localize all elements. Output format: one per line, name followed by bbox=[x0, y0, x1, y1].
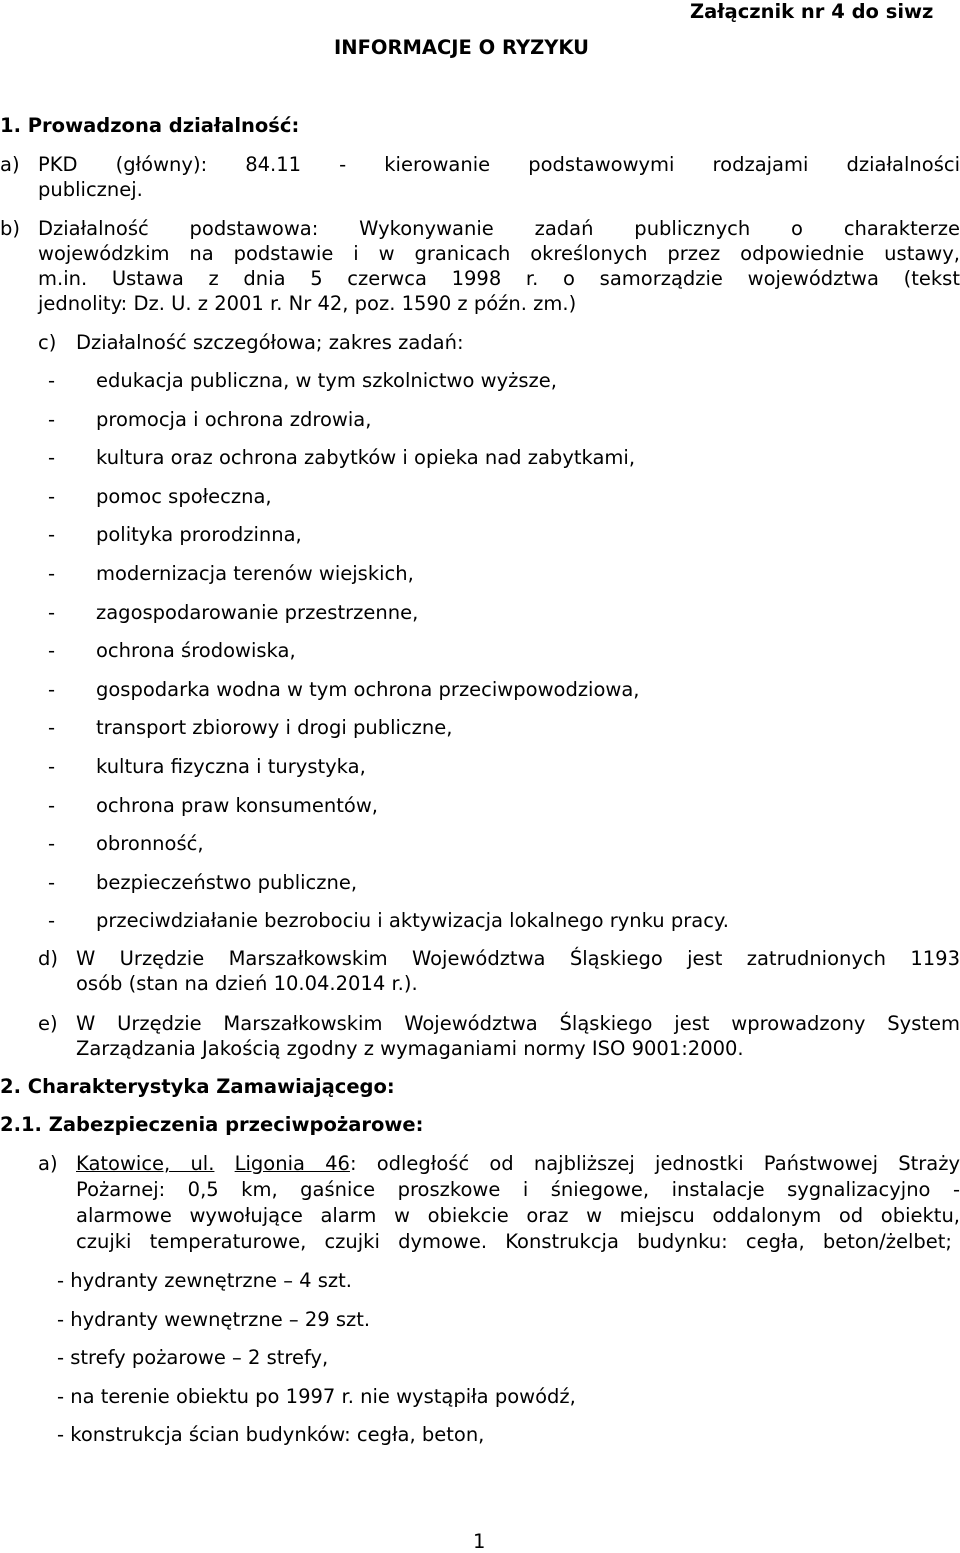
list-bullet: - bbox=[48, 909, 56, 933]
item-2a-line2: Pożarnej: 0,5 km, gaśnice proszkowe i śniegowe, instalacje sygnalizacyjno - bbox=[76, 1178, 960, 1201]
item-a-line1: PKD (główny): 84.11 - kierowanie podstawowymi rodzajami działalności bbox=[38, 153, 960, 176]
item-2a-line3: alarmowe wywołujące alarm w obiekcie oraz w miejscu oddalonym od obiektu, bbox=[76, 1204, 960, 1227]
section-1-heading: 1. Prowadzona działalność: bbox=[0, 114, 300, 137]
list-item: ochrona środowiska, bbox=[96, 639, 296, 663]
item-b-line4: jednolity: Dz. U. z 2001 r. Nr 42, poz. 1590 z późn. zm.) bbox=[38, 292, 577, 315]
list-item: bezpieczeństwo publiczne, bbox=[96, 870, 358, 894]
list-item: ochrona praw konsumentów, bbox=[96, 793, 379, 817]
list-item: przeciwdziałanie bezrobociu i aktywizacja lokalnego rynku pracy. bbox=[96, 909, 729, 933]
section-2-heading: 2. Charakterystyka Zamawiającego: bbox=[0, 1075, 395, 1098]
list-bullet: - bbox=[48, 755, 56, 778]
list-bullet: - bbox=[48, 870, 56, 894]
item-2a-line4: czujki temperaturowe, czujki dymowe. Konstrukcja budynku: cegła, beton/żelbet; bbox=[76, 1230, 952, 1253]
item-d-line2: osób (stan na dzień 10.04.2014 r.). bbox=[76, 972, 418, 995]
page-number: 1 bbox=[473, 1530, 486, 1553]
item-b-label: b) bbox=[0, 217, 20, 240]
list-item: kultura oraz ochrona zabytków i opieka nad zabytkami, bbox=[96, 446, 636, 470]
list-bullet: - bbox=[48, 677, 56, 701]
list-item: promocja i ochrona zdrowia, bbox=[96, 407, 372, 431]
list-bullet: - bbox=[48, 600, 56, 624]
list-bullet: - bbox=[48, 639, 56, 663]
item-b-line1: Działalność podstawowa: Wykonywanie zadań publicznych o charakterze bbox=[38, 217, 960, 240]
list-bullet: - bbox=[48, 446, 56, 470]
fact-item: - hydranty wewnętrzne – 29 szt. bbox=[57, 1307, 371, 1331]
location-street: Ligonia 46 bbox=[234, 1152, 350, 1175]
list-item: pomoc społeczna, bbox=[96, 484, 272, 508]
item-e-line2: Zarządzania Jakością zgodny z wymaganiami normy ISO 9001:2000. bbox=[76, 1037, 744, 1060]
item-d-line1: W Urzędzie Marszałkowskim Województwa Śląskiego jest zatrudnionych 1193 bbox=[76, 947, 960, 970]
list-item: gospodarka wodna w tym ochrona przeciwpowodziowa, bbox=[96, 677, 640, 701]
item-c-intro: Działalność szczegółowa; zakres zadań: bbox=[76, 331, 464, 354]
fact-item: - hydranty zewnętrzne – 4 szt. bbox=[57, 1269, 353, 1292]
list-item: modernizacja terenów wiejskich, bbox=[96, 562, 414, 585]
item-c-label: c) bbox=[38, 331, 57, 354]
list-bullet: - bbox=[48, 523, 56, 547]
item-2a-line1-rest: : odległość od najbliższej jednostki Państwowej Straży bbox=[349, 1152, 960, 1175]
fact-item: - na terenie obiektu po 1997 r. nie wystąpiła powódź, bbox=[57, 1384, 576, 1408]
list-bullet: - bbox=[48, 562, 56, 585]
attachment-label: Załącznik nr 4 do siwz bbox=[690, 0, 934, 23]
list-bullet: - bbox=[48, 484, 56, 508]
list-bullet: - bbox=[48, 793, 56, 817]
item-e-line1: W Urzędzie Marszałkowskim Województwa Śląskiego jest wprowadzony System bbox=[76, 1012, 960, 1035]
location-city: Katowice, ul. bbox=[76, 1152, 215, 1175]
item-2a-label: a) bbox=[38, 1152, 58, 1175]
item-e-label: e) bbox=[38, 1012, 58, 1035]
item-d-label: d) bbox=[38, 947, 58, 970]
item-a-label: a) bbox=[0, 153, 20, 176]
fact-item: - strefy pożarowe – 2 strefy, bbox=[57, 1346, 329, 1370]
list-item: zagospodarowanie przestrzenne, bbox=[96, 600, 419, 624]
list-bullet: - bbox=[48, 716, 56, 740]
list-bullet: - bbox=[48, 369, 56, 392]
item-2a-line1 bbox=[76, 1152, 960, 1175]
item-a-line2: publicznej. bbox=[38, 178, 143, 201]
list-item: obronność, bbox=[96, 832, 204, 856]
section-2-1-heading: 2.1. Zabezpieczenia przeciwpożarowe: bbox=[0, 1113, 424, 1136]
list-bullet: - bbox=[48, 832, 56, 856]
fact-item: - konstrukcja ścian budynków: cegła, beton, bbox=[57, 1423, 485, 1447]
list-item: edukacja publiczna, w tym szkolnictwo wyższe, bbox=[96, 369, 557, 392]
list-item: transport zbiorowy i drogi publiczne, bbox=[96, 716, 453, 740]
list-bullet: - bbox=[48, 407, 56, 431]
item-b-line2: wojewódzkim na podstawie i w granicach określonych przez odpowiednie ustawy, bbox=[38, 242, 960, 265]
list-item: polityka prorodzinna, bbox=[96, 523, 302, 547]
list-item: kultura fizyczna i turystyka, bbox=[96, 755, 366, 778]
page-title: INFORMACJE O RYZYKU bbox=[334, 36, 589, 59]
item-b-line3: m.in. Ustawa z dnia 5 czerwca 1998 r. o samorządzie województwa (tekst bbox=[38, 267, 960, 290]
